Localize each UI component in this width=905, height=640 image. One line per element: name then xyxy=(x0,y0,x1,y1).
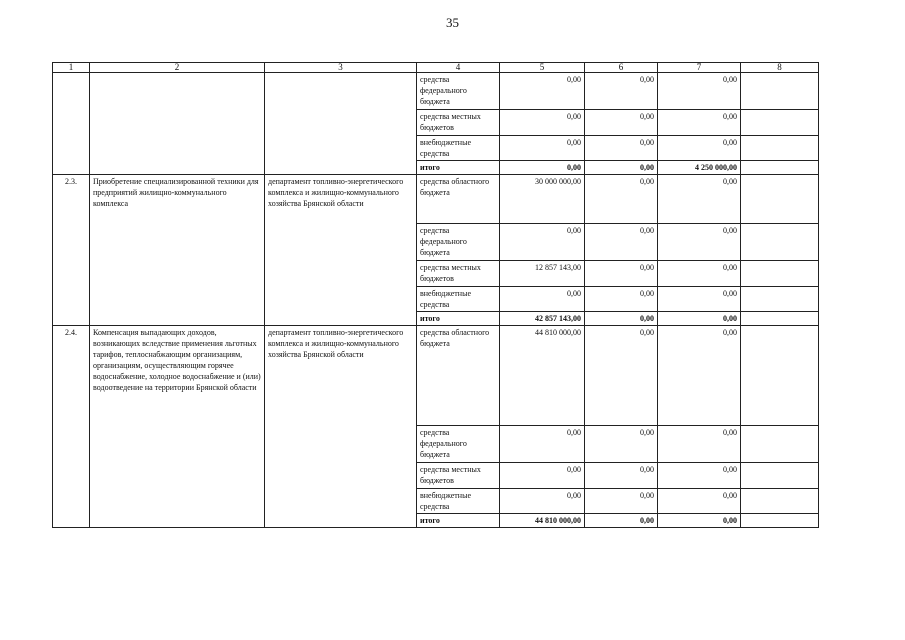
value-col7: 0,00 xyxy=(658,224,741,261)
value-col6: 0,00 xyxy=(585,489,658,514)
item-name: Приобретение специализированной техники для предприятий жилищно-коммунального комплекса xyxy=(90,175,265,326)
funding-source: внебюджетные средства xyxy=(417,287,500,312)
value-col8 xyxy=(741,224,819,261)
table-row xyxy=(53,326,819,426)
value-col7: 0,00 xyxy=(658,287,741,312)
header-cell: 8 xyxy=(741,63,819,73)
value-col6: 0,00 xyxy=(585,73,658,110)
item-name xyxy=(90,73,265,175)
value-col6: 0,00 xyxy=(585,136,658,161)
item-number: 2.3. xyxy=(53,175,90,326)
value-col6: 0,00 xyxy=(585,426,658,463)
value-col8 xyxy=(741,514,819,528)
funding-source: внебюджетные средства xyxy=(417,136,500,161)
page-number: 35 xyxy=(446,15,459,30)
value-col7: 4 250 000,00 xyxy=(658,161,741,175)
value-col7: 0,00 xyxy=(658,489,741,514)
value-col5: 0,00 xyxy=(500,110,585,136)
item-executor xyxy=(265,73,417,175)
funding-source: средства федерального бюджета xyxy=(417,224,500,261)
value-col5: 0,00 xyxy=(500,489,585,514)
value-col8 xyxy=(741,175,819,224)
value-col7: 0,00 xyxy=(658,463,741,489)
value-col6: 0,00 xyxy=(585,514,658,528)
value-col6: 0,00 xyxy=(585,175,658,224)
funding-source: средства федерального бюджета xyxy=(417,426,500,463)
funding-source: средства местных бюджетов xyxy=(417,261,500,287)
value-col8 xyxy=(741,326,819,426)
funding-source: итого xyxy=(417,312,500,326)
value-col7: 0,00 xyxy=(658,73,741,110)
value-col8 xyxy=(741,136,819,161)
funding-source: итого xyxy=(417,514,500,528)
item-executor: департамент топливно-энергетического комплекса и жилищно-коммунального хозяйства Брянской области xyxy=(265,175,417,326)
value-col8 xyxy=(741,312,819,326)
value-col8 xyxy=(741,73,819,110)
value-col5: 0,00 xyxy=(500,73,585,110)
header-cell: 2 xyxy=(90,63,265,73)
value-col8 xyxy=(741,287,819,312)
value-col6: 0,00 xyxy=(585,261,658,287)
item-number: 2.4. xyxy=(53,326,90,528)
budget-table xyxy=(52,62,819,528)
value-col5: 0,00 xyxy=(500,463,585,489)
header-cell: 6 xyxy=(585,63,658,73)
value-col7: 0,00 xyxy=(658,326,741,426)
value-col5: 0,00 xyxy=(500,136,585,161)
value-col5: 0,00 xyxy=(500,426,585,463)
funding-source: средства областного бюджета xyxy=(417,326,500,426)
table-row xyxy=(53,73,819,110)
value-col5: 44 810 000,00 xyxy=(500,514,585,528)
value-col8 xyxy=(741,489,819,514)
item-number xyxy=(53,73,90,175)
value-col5: 12 857 143,00 xyxy=(500,261,585,287)
value-col7: 0,00 xyxy=(658,136,741,161)
value-col7: 0,00 xyxy=(658,175,741,224)
value-col6: 0,00 xyxy=(585,312,658,326)
header-cell: 4 xyxy=(417,63,500,73)
value-col7: 0,00 xyxy=(658,110,741,136)
value-col5: 42 857 143,00 xyxy=(500,312,585,326)
value-col5: 0,00 xyxy=(500,161,585,175)
funding-source: средства местных бюджетов xyxy=(417,110,500,136)
value-col5: 44 810 000,00 xyxy=(500,326,585,426)
value-col8 xyxy=(741,161,819,175)
funding-source: средства областного бюджета xyxy=(417,175,500,224)
value-col8 xyxy=(741,463,819,489)
header-cell: 5 xyxy=(500,63,585,73)
value-col6: 0,00 xyxy=(585,224,658,261)
value-col6: 0,00 xyxy=(585,110,658,136)
header-cell: 7 xyxy=(658,63,741,73)
value-col6: 0,00 xyxy=(585,287,658,312)
value-col7: 0,00 xyxy=(658,514,741,528)
value-col6: 0,00 xyxy=(585,161,658,175)
value-col5: 0,00 xyxy=(500,287,585,312)
value-col8 xyxy=(741,261,819,287)
header-cell: 1 xyxy=(53,63,90,73)
value-col7: 0,00 xyxy=(658,426,741,463)
funding-source: внебюджетные средства xyxy=(417,489,500,514)
value-col7: 0,00 xyxy=(658,312,741,326)
item-executor: департамент топливно-энергетического комплекса и жилищно-коммунального хозяйства Брянской области xyxy=(265,326,417,528)
funding-source: средства местных бюджетов xyxy=(417,463,500,489)
item-name: Компенсация выпадающих доходов, возникающих вследствие применения льготных тарифов, теплоснабжающим организациям, организациям, осуществляющим горячее водоснабжение, холодное водоснабжение и (или) водоотведение на территории Брянской области xyxy=(90,326,265,528)
value-col5: 30 000 000,00 xyxy=(500,175,585,224)
header-row xyxy=(53,63,819,73)
table-row xyxy=(53,175,819,224)
value-col7: 0,00 xyxy=(658,261,741,287)
header-cell: 3 xyxy=(265,63,417,73)
value-col8 xyxy=(741,426,819,463)
value-col5: 0,00 xyxy=(500,224,585,261)
value-col6: 0,00 xyxy=(585,463,658,489)
value-col8 xyxy=(741,110,819,136)
funding-source: средства федерального бюджета xyxy=(417,73,500,110)
value-col6: 0,00 xyxy=(585,326,658,426)
funding-source: итого xyxy=(417,161,500,175)
